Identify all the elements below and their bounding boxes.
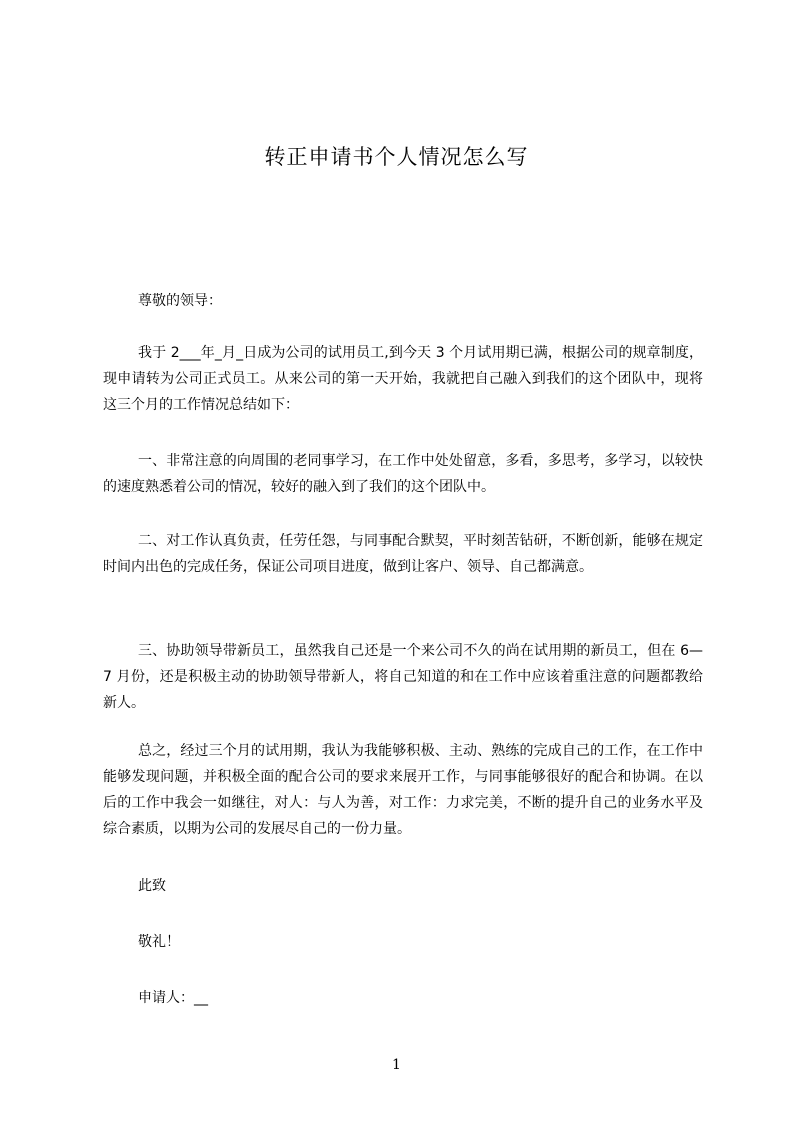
document-title: 转正申请书个人情况怎么写 bbox=[264, 145, 529, 169]
closing-jingli: 敬礼！ bbox=[138, 934, 180, 950]
paragraph-point-2: 二、对工作认真负责，任劳任怨，与同事配合默契，平时刻苦钻研，不断创新，能够在规定时间内出色的完成任务，保证公司项目进度，做到让客户、领导、自己都满意。 bbox=[103, 533, 703, 575]
paragraph-point-1: 一、非常注意的向周围的老同事学习，在工作中处处留意，多看，多思考，多学习，以较快的速度熟悉着公司的情况，较好的融入到了我们的这个团队中。 bbox=[103, 453, 703, 495]
applicant-signature-line: 申请人：__ bbox=[138, 990, 208, 1006]
page-number: 1 bbox=[392, 1057, 401, 1073]
salutation: 尊敬的领导： bbox=[138, 293, 222, 309]
closing-cizhi: 此致 bbox=[138, 878, 166, 894]
paragraph-summary: 总之，经过三个月的试用期，我认为我能够积极、主动、熟练的完成自己的工作，在工作中能够发现问题，并积极全面的配合公司的要求来展开工作，与同事能够很好的配合和协调。在以后的工作中我会一如继往，对人：与人为善，对工作：力求完美，不断的提升自己的业务水平及综合素质，以期为公司的发展尽自己的一份力量。 bbox=[103, 743, 703, 837]
paragraph-intro: 我于 2___年_月_日成为公司的试用员工,到今天 3 个月试用期已满，根据公司的规章制度，现申请转为公司正式员工。从来公司的第一天开始，我就把自己融入到我们的这个团队中，现将这三个月的工作情况总结如下： bbox=[103, 345, 703, 413]
paragraph-point-3: 三、协助领导带新员工，虽然我自己还是一个来公司不久的尚在试用期的新员工，但在 6—7 月份，还是积极主动的协助领导带新人，将自己知道的和在工作中应该着重注意的问题都教给新人。 bbox=[103, 643, 703, 711]
